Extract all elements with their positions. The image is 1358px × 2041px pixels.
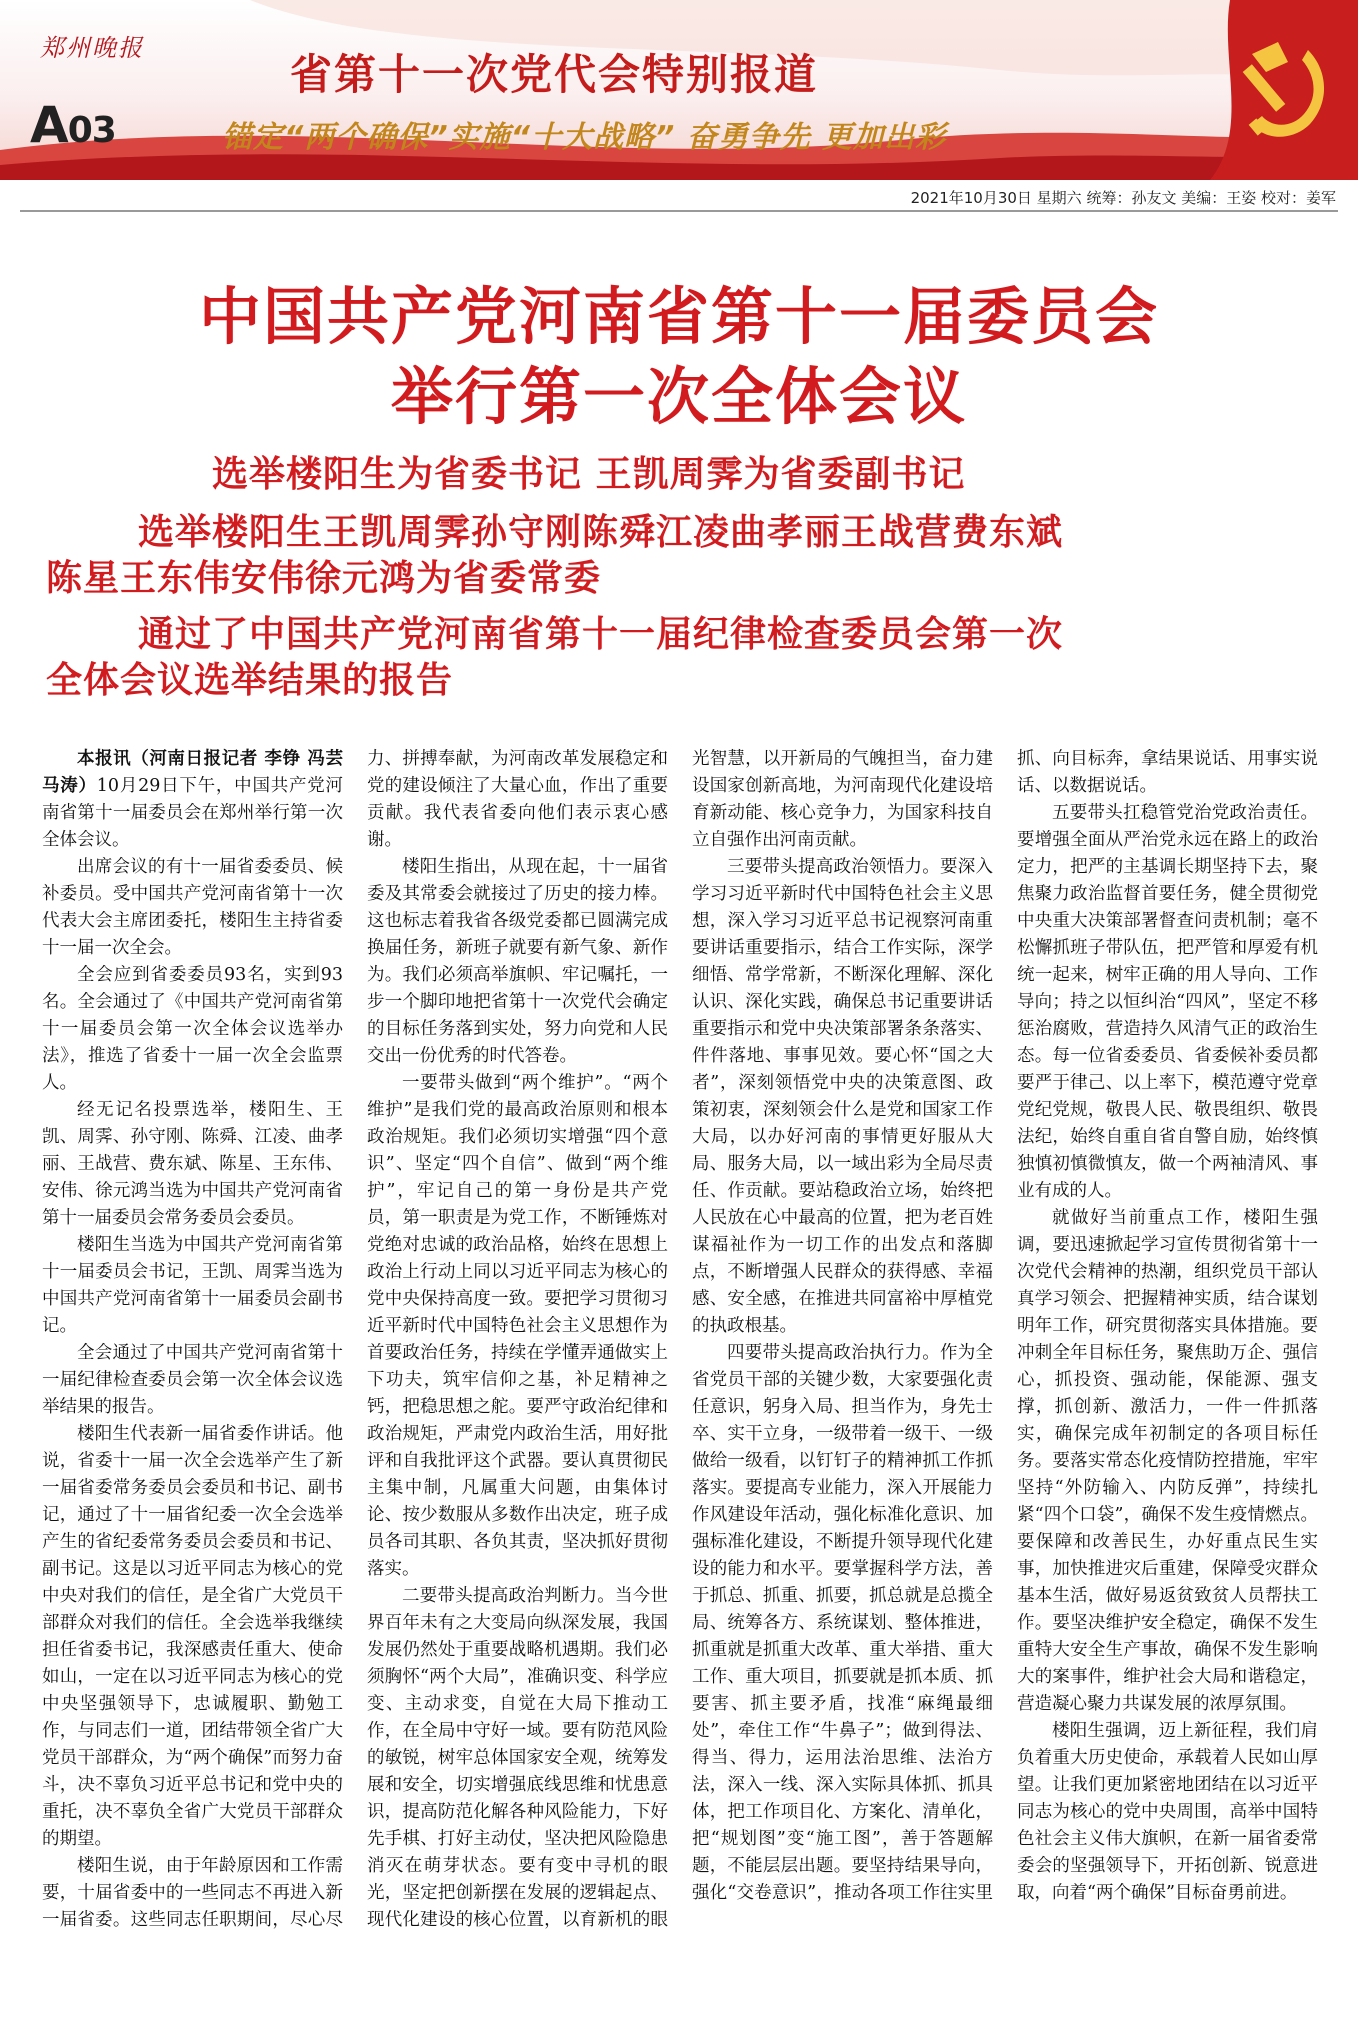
subheadline-1: 选举楼阳生为省委书记 王凯周霁为省委副书记 xyxy=(212,454,966,495)
article-lead-label: 本报讯（河南日报记者 李铮 冯芸 马涛） xyxy=(42,749,343,796)
article-paragraph: 全会应到省委委员93名，实到93名。全会通过了《中国共产党河南省第十一届委员会第一次全体会议选举办法》，推选了省委十一届一次全会监票人。 xyxy=(42,965,343,1093)
top-rule xyxy=(20,210,1338,212)
article-paragraph: 二要带头提高政治判断力。当今世界百年未有之大变局向纵深发展，我国发展仍然处于重要战略机遇期。我们必须胸怀“两个大局”，准确识变、科学应变、主动求变，自觉在大局下推动工作，在全局中守好一域。要有防范风险的敏锐，树牢总体国家安全观，统筹发展和安全，切实增强底线思维和忧患意识，提高防范化解各种风险能力，下好先手棋、打好主动仗，坚决把风险隐患消灭在萌芽状态。要有变中寻机的眼光，坚定把创新摆在发展的逻辑起点、现代化建设的核心位置，以育新机的眼光智慧，以开新局的气魄担当，奋力建设国家创新高地，为河南现代化建设培育新动能、核心竞争力，为国家科技自立自强作出河南贡献。 xyxy=(367,749,993,1930)
headline-line-1: 中国共产党河南省第十一届委员会 xyxy=(198,280,1159,353)
article-paragraph: 楼阳生当选为中国共产党河南省第十一届委员会书记，王凯、周霁当选为中国共产党河南省第十一届委员会副书记。 xyxy=(42,1235,343,1336)
article-paragraph: 一要带头做到“两个维护”。“两个维护”是我们党的最高政治原则和根本政治规矩。我们必须切实增强“四个意识”、坚定“四个自信”、做到“两个维护”，牢记自己的第一身份是共产党员，第一职责是为党工作，不断锤炼对党绝对忠诚的政治品格，始终在思想上政治上行动上同以习近平同志为核心的党中央保持高度一致。要把学习贯彻习近平新时代中国特色社会主义思想作为首要政治任务，持续在学懂弄通做实上下功夫，筑牢信仰之基，补足精神之钙，把稳思想之舵。要严守政治纪律和政治规矩，严肃党内政治生活，用好批评和自我批评这个武器。要认真贯彻民主集中制，凡属重大问题，由集体讨论、按少数服从多数作出决定，班子成员各司其职、各负其责，坚决抓好贯彻落实。 xyxy=(367,1073,668,1579)
page-digits: 03 xyxy=(67,110,116,151)
page-number xyxy=(30,96,116,154)
article-paragraph xyxy=(42,746,343,854)
article-paragraph: 楼阳生强调，迈上新征程，我们肩负着重大历史使命，承载着人民如山厚望。让我们更加紧密地团结在以习近平同志为核心的党中央周围，高举中国特色社会主义伟大旗帜，在新一届省委常委会的坚强领导下，开拓创新、锐意进取，向着“两个确保”目标奋勇前进。 xyxy=(1017,1721,1318,1903)
article-paragraph: 楼阳生代表新一届省委作讲话。他说，省委十一届一次全会选举产生了新一届省委常务委员会委员和书记、副书记，通过了十一届省纪委一次全会选举产生的省纪委常务委员会委员和书记、副书记。这是以习近平同志为核心的党中央对我们的信任，是全省广大党员干部群众对我们的信任。全会选举我继续担任省委书记，我深感责任重大、使命如山，一定在以习近平同志为核心的党中央坚强领导下，忠诚履职、勤勉工作，与同志们一道，团结带领全省广大党员干部群众，为“两个确保”而努力奋斗，决不辜负习近平总书记和党中央的重托，决不辜负全省广大党员干部群众的期望。 xyxy=(42,1424,343,1849)
masthead-banner xyxy=(0,0,1358,180)
article-paragraph: 四要带头提高政治执行力。作为全省党员干部的关键少数，大家要强化责任意识，躬身入局、担当作为，身先士卒、实干立身，一级带着一级干、一级做给一级看，以钉钉子的精神抓工作抓落实。要提高专业能力，深入开展能力作风建设年活动，强化标准化意识、加强标准化建设，不断提升领导现代化建设的能力和水平。要掌握科学方法，善于抓总、抓重、抓要，抓总就是总揽全局、统筹各方、系统谋划、整体推进，抓重就是抓重大改革、重大举措、重大工作、重大项目，抓要就是抓本质、抓要害、抓主要矛盾，找准“麻绳最细处”，牵住工作“牛鼻子”；做到得法、得当、得力，运用法治思维、法治方法，深入一线、深入实际具体抓、抓具体，把工作项目化、方案化、清单化，把“规划图”变“施工图”，善于答题解题，不能层层出题。要坚持结果导向，强化“交卷意识”，推动各项工作往实里抓、向目标奔，拿结果说话、用事实说话、以数据说话。 xyxy=(692,749,1318,1903)
paper-logo: 郑州晚报 xyxy=(40,34,144,62)
subheadline-3a: 通过了中国共产党河南省第十一届纪律检查委员会第一次 xyxy=(138,614,1064,655)
subheadline-2b: 陈星王东伟安伟徐元鸿为省委常委 xyxy=(46,558,602,599)
article-body xyxy=(42,746,1318,2026)
section-slogan: 锚定“两个确保”实施“十大战略” 奋勇争先 更加出彩 xyxy=(222,120,947,155)
article-paragraph: 就做好当前重点工作，楼阳生强调，要迅速掀起学习宣传贯彻省第十一次党代会精神的热潮，组织党员干部认真学习领会、把握精神实质，结合谋划明年工作，研究贯彻落实具体措施。要冲刺全年目标任务，聚焦助万企、强信心，抓投资、强动能，保能源、强支撑，抓创新、激活力，一件一件抓落实，确保完成年初制定的各项目标任务。要落实常态化疫情防控措施，牢牢坚持“外防输入、内防反弹”，持续扎紧“四个口袋”，确保不发生疫情燃点。要保障和改善民生，办好重点民生实事，加快推进灾后重建，保障受灾群众基本生活，做好易返贫致贫人员帮扶工作。要坚决维护安全稳定，确保不发生重特大安全生产事故，确保不发生影响大的案事件，维护社会大局和谐稳定，营造凝心聚力共谋发展的浓厚氛围。 xyxy=(1017,1208,1318,1714)
article-paragraph: 楼阳生指出，从现在起，十一届省委及其常委会就接过了历史的接力棒。这也标志着我省各级党委都已圆满完成换届任务，新班子就要有新气象、新作为。我们必须高举旗帜、牢记嘱托，一步一个脚印地把省第十一次党代会确定的目标任务落到实处，努力向党和人民交出一份优秀的时代答卷。 xyxy=(367,857,668,1066)
article-paragraph: 三要带头提高政治领悟力。要深入学习习近平新时代中国特色社会主义思想，深入学习习近平总书记视察河南重要讲话重要指示，结合工作实际，深学细悟、常学常新，不断深化理解、深化认识、深化实践，确保总书记重要讲话重要指示和党中央决策部署条条落实、件件落地、事事见效。要心怀“国之大者”，深刻领悟党中央的决策意图、政策初衷，深刻领会什么是党和国家工作大局，以办好河南的事情更好服从大局、服务大局，以一域出彩为全局尽责任、作贡献。要站稳政治立场，始终把人民放在心中最高的位置，把为老百姓谋福祉作为一切工作的出发点和落脚点，不断增强人民群众的获得感、幸福感、安全感，在推进共同富裕中厚植党的执政根基。 xyxy=(692,857,993,1336)
article-paragraph: 出席会议的有十一届省委委员、候补委员。受中国共产党河南省第十一次代表大会主席团委托，楼阳生主持省委十一届一次全会。 xyxy=(42,857,343,958)
headline-line-2: 举行第一次全体会议 xyxy=(390,360,967,433)
article-paragraph-text: 10月29日下午，中国共产党河南省第十一届委员会在郑州举行第一次全体会议。 xyxy=(42,776,343,850)
party-emblem-icon xyxy=(1190,0,1358,180)
subheadline-2a: 选举楼阳生王凯周霁孙守刚陈舜江凌曲孝丽王战营费东斌 xyxy=(138,512,1064,553)
subheadline-3b: 全体会议选举结果的报告 xyxy=(46,660,454,701)
article-paragraph: 楼阳生说，由于年龄原因和工作需要，十届省委中的一些同志不再进入新一届省委。这些同志任职期间，尽心尽力、拼搏奉献，为河南改革发展稳定和党的建设倾注了大量心血，作出了重要贡献。我代表省委向他们表示衷心感谢。 xyxy=(42,749,668,1930)
page-letter: A xyxy=(30,96,68,154)
article-paragraph: 经无记名投票选举，楼阳生、王凯、周霁、孙守刚、陈舜、江凌、曲孝丽、王战营、费东斌、陈星、王东伟、安伟、徐元鸿当选为中国共产党河南省第十一届委员会常务委员会委员。 xyxy=(42,1100,343,1228)
section-title: 省第十一次党代会特别报道 xyxy=(290,50,819,99)
article-paragraph: 五要带头扛稳管党治党政治责任。要增强全面从严治党永远在路上的政治定力，把严的主基调长期坚持下去，聚焦聚力政治监督首要任务，健全贯彻党中央重大决策部署督查问责机制；毫不松懈抓班子带队伍，把严管和厚爱有机统一起来，树牢正确的用人导向、工作导向；持之以恒纠治“四风”，坚定不移惩治腐败，营造持久风清气正的政治生态。每一位省委委员、省委候补委员都要严于律己、以上率下，模范遵守党章党纪党规，敬畏人民、敬畏组织、敬畏法纪，始终自重自省自警自励，始终慎独慎初慎微慎友，做一个两袖清风、事业有成的人。 xyxy=(1017,803,1318,1201)
article-paragraph: 全会通过了中国共产党河南省第十一届纪律检查委员会第一次全体会议选举结果的报告。 xyxy=(42,1343,343,1417)
dateline: 2021年10月30日 星期六 统筹：孙友文 美编：王姿 校对：姜军 xyxy=(910,189,1336,207)
